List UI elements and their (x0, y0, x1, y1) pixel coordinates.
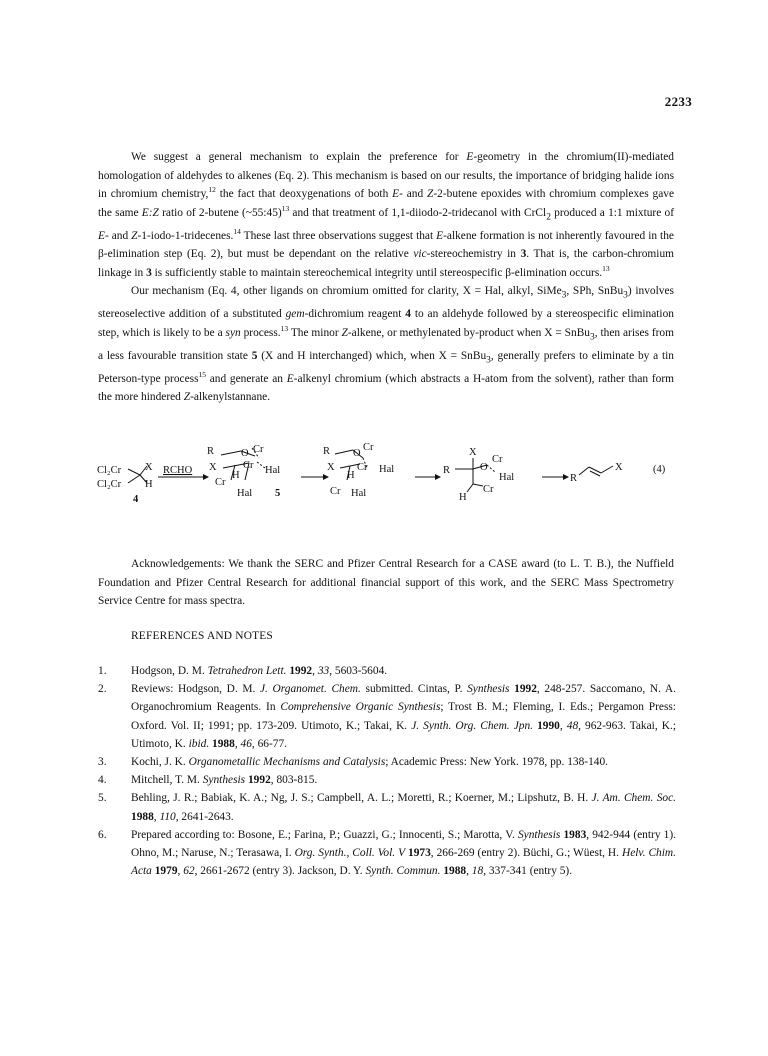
reference-text (131, 662, 676, 680)
paragraph-mechanism (98, 148, 674, 282)
text-run: These last three observations suggest that (240, 229, 437, 242)
text-run: Tetrahedron Lett. (207, 665, 287, 677)
text-run: 110 (159, 810, 176, 823)
text-run: Reviews: Hodgson, D. M. (131, 683, 260, 696)
text-run: Organometallic Mechanisms and Catalysis (188, 756, 386, 769)
text-run: 33 (317, 665, 330, 677)
text-run: Synthesis (202, 774, 246, 787)
text-run: 48 (566, 719, 579, 732)
product-x-label: X (615, 462, 623, 473)
int3-x-label: X (469, 447, 477, 458)
text-run: , 803-815. (270, 774, 318, 787)
ts-cr-mid-label: Cr (243, 460, 254, 471)
reference-item (98, 680, 676, 753)
reference-text (131, 826, 676, 881)
reference-text (131, 789, 676, 825)
text-run: The minor (288, 326, 342, 339)
text-run: , 337-341 (entry 5). (483, 865, 573, 878)
int2-h-label: H (347, 470, 355, 481)
text-run: E (436, 229, 444, 242)
int3-cr-bottom-label: Cr (483, 484, 494, 495)
int2-x-label: X (327, 462, 335, 473)
text-run: - and (104, 229, 132, 242)
text-run: 3 (623, 290, 628, 301)
text-run: - and (399, 188, 428, 201)
text-run: -alkenyl chromium (which abstracts a H-atom from the solvent), rather than form the more hindered (98, 372, 674, 404)
int2-r-label: R (323, 446, 331, 457)
int2-cr-mid-label: Cr (357, 462, 368, 473)
text-run: 3 (520, 248, 527, 261)
text-run: Kochi, J. K. (131, 756, 189, 769)
text-run: syn (225, 326, 241, 339)
reference-item (98, 662, 676, 680)
reaction-scheme-eq4 (95, 440, 685, 530)
scheme-drawing (95, 440, 685, 530)
reagent-top-label: Cl₂Cr (97, 465, 122, 476)
reference-item (98, 826, 676, 881)
text-run: ; Academic Press: New York. 1978, pp. 138-140. (385, 756, 609, 769)
body-text (98, 148, 674, 407)
text-run: process. (240, 326, 281, 339)
int3-cr-top-label: Cr (492, 454, 503, 465)
text-run: and that treatment of 1,1-diiodo-2-tridecanol with CrCl (289, 206, 547, 219)
text-run: , (559, 719, 567, 732)
text-run: , 2641-2643. (175, 810, 234, 823)
reference-item (98, 789, 676, 825)
reagent-h-label: H (145, 479, 153, 490)
page-number: 2233 (664, 94, 692, 109)
text-run: produced a 1:1 mixture of (550, 206, 675, 219)
text-run: 3 (486, 355, 491, 366)
rcho-label: RCHO (163, 465, 193, 476)
text-run: 3 (561, 290, 567, 301)
references-list (98, 662, 676, 880)
text-run: 1973 (408, 847, 431, 860)
equation-number: (4) (653, 464, 666, 475)
text-run: the fact that deoxygenations of both (215, 188, 393, 201)
reference-text (131, 680, 676, 753)
text-run: E (98, 229, 105, 242)
text-run: 1992 (247, 774, 271, 787)
text-run: , 248-257. Saccomano, N. A. Organochromium Reagents. In (131, 683, 676, 714)
reference-number: 6. (98, 828, 107, 841)
text-run: 13 (602, 264, 610, 274)
reagent-bottom-label: Cl₂Cr (97, 479, 122, 490)
text-run: is sufficiently stable to maintain stereochemical integrity until stereospecific β-elimination occurs. (151, 266, 603, 279)
text-run: Synthesis (467, 683, 510, 696)
text-run: , (177, 865, 184, 878)
text-run: Hodgson, D. M. (131, 665, 208, 677)
references-heading: REFERENCES AND NOTES (131, 630, 273, 642)
ts-cr-top-label: Cr (253, 444, 264, 455)
int2-hal-label: Hal (379, 464, 395, 475)
text-run: Synthesis (517, 828, 561, 841)
text-run: 18 (471, 865, 484, 878)
text-run: -1-iodo-1-tridecenes. (137, 229, 234, 242)
text-run: submitted. Cintas, P. (360, 683, 468, 696)
int3-h-label: H (459, 492, 467, 503)
text-run: 5 (251, 349, 258, 362)
text-run: ) involves stereoselective addition of a substituted (98, 285, 674, 321)
text-run: E (392, 188, 400, 201)
text-run: -stereochemistry in (426, 248, 521, 261)
text-run: 62 (183, 865, 195, 878)
text-run: . That is, the carbon-chromium linkage in (98, 248, 674, 279)
text-run: E (466, 151, 474, 163)
text-run: 4 (405, 308, 411, 321)
text-run: Behling, J. R.; Babiak, K. A.; Ng, J. S.; Campbell, A. L.; Moretti, R.; Koerner, M.; Lipshutz, B. H. (131, 792, 592, 805)
text-run: Org. Synth., Coll. Vol. V (294, 847, 406, 860)
compound-5-label: 5 (275, 488, 281, 499)
text-run: ratio of 2-butene (~55:45) (158, 206, 282, 219)
text-run: 1988 (212, 737, 235, 750)
text-run: , (153, 810, 160, 823)
reference-number: 5. (98, 792, 107, 805)
reagent-x-label: X (145, 462, 153, 473)
text-run: Z (341, 326, 348, 339)
text-run: -alkene formation is not inherently favoured in the β-elimination step (Eq. 2), but must be dependant on the relative (98, 229, 674, 261)
text-run: -dichromium reagent (304, 308, 406, 321)
text-run: 1988 (443, 865, 467, 878)
text-run: Comprehensive Organic Synthesis (280, 701, 441, 714)
text-run: 3 (590, 332, 595, 343)
text-run: E:Z (141, 206, 159, 219)
text-run: , generally prefers to eliminate by a tin Peterson-type process (98, 349, 674, 385)
reference-number: 3. (98, 756, 107, 769)
int3-r-label: R (443, 465, 451, 476)
text-run: 12 (208, 185, 216, 195)
int2-o-label: O (353, 448, 361, 459)
paragraph-our-mechanism (98, 282, 674, 406)
text-run: , SPh, SnBu (566, 285, 624, 298)
text-run: 1990 (537, 719, 560, 732)
reference-item (98, 771, 676, 789)
text-run: (X and H interchanged) which, when X = SnBu (257, 349, 487, 362)
text-run: 1992 (514, 683, 537, 696)
text-run: 3 (146, 266, 152, 279)
text-run: -geometry in the chromium(II)-mediated homologation of aldehydes to alkenes (Eq. 2). This mechanism is based on our results, the importance of bridging halide ions in chromium chemistry, (98, 151, 674, 201)
text-run: J. Synth. Org. Chem. Jpn. (411, 719, 533, 732)
text-run: 1983 (563, 828, 587, 841)
int3-o-label: O (480, 462, 488, 473)
text-run: , 266-269 (entry 2). Büchi, G.; Wüest, H. (430, 847, 622, 860)
text-run: 15 (198, 369, 207, 379)
text-run: Z (427, 188, 434, 201)
text-run: Our mechanism (Eq. 4, other ligands on chromium omitted for clarity, X = Hal, alkyl, SiMe (131, 285, 562, 298)
ts-x-label: X (209, 462, 217, 473)
reference-text (131, 753, 676, 771)
ts-cr-bottom-label: Cr (215, 477, 226, 488)
text-run: 1988 (131, 810, 154, 823)
text-run: vic (413, 248, 427, 261)
reference-text (131, 771, 676, 789)
text-run: , 2661-2672 (entry 3). Jackson, D. Y. (194, 865, 366, 878)
text-run: 14 (233, 226, 241, 236)
ts-hal-bottom-label: Hal (237, 488, 253, 499)
text-run: Z (131, 229, 138, 242)
ts-r-label: R (207, 446, 215, 457)
text-run: 2 (546, 212, 551, 223)
text-run: and generate an (206, 372, 287, 385)
text-run: Z (183, 391, 191, 404)
text-run: -2-butene epoxides with chromium complexes gave the same (98, 188, 675, 219)
text-run: , 962-963. Takai, K.; Utimoto, K. (131, 719, 676, 750)
product-r-label: R (570, 473, 578, 484)
reference-number: 1. (98, 665, 107, 677)
text-run: , 5603-5604. (329, 665, 388, 677)
int2-hal-bottom-label: Hal (351, 488, 367, 499)
text-run: E (286, 372, 294, 385)
text-run: , (312, 665, 318, 677)
text-run: 13 (280, 324, 289, 334)
acknowledgements-text: Acknowledgements: We thank the SERC and Pfizer Central Research for a CASE award (to L. T. B.), the Nuffield Foundation and Pfizer Central Research for additional financial support of this work, and the SERC Mass Spectrometry Service Centre for mass spectra. (98, 558, 674, 608)
acknowledgements (98, 555, 674, 611)
text-run: 1979 (154, 865, 178, 878)
text-run: to an aldehyde followed by a stereospecific elimination step, which is likely to be a (98, 308, 674, 339)
int2-cr-top-label: Cr (363, 442, 374, 453)
text-run: Helv. Chim. Acta (131, 847, 676, 878)
text-run: Synth. Commun. (365, 865, 441, 878)
int2-cr-bottom-label: Cr (330, 486, 341, 497)
ts-o-label: O (241, 448, 249, 459)
text-run: 13 (281, 203, 290, 213)
text-run: We suggest a general mechanism to explain the preference for (131, 151, 467, 163)
text-run: , 942-944 (entry 1). Ohno, M.; Naruse, N.; Terasawa, I. (131, 828, 676, 860)
text-run: gem (285, 308, 305, 321)
reference-item (98, 753, 676, 771)
text-run: ibid. (188, 737, 210, 750)
text-run: -alkenylstannane. (190, 391, 271, 404)
text-run: Mitchell, T. M. (131, 774, 203, 787)
text-run: , then arises from a less favourable transition state (98, 326, 674, 362)
text-run: J. Am. Chem. Soc. (591, 792, 676, 805)
int3-hal-label: Hal (499, 472, 515, 483)
reference-number: 4. (98, 774, 107, 787)
text-run: 1992 (289, 665, 313, 677)
text-run: -alkene, or methylenated by-product when X = SnBu (347, 326, 590, 339)
ts-h-label: H (232, 470, 240, 481)
text-run: Prepared according to: Bosone, E.; Farina, P.; Guazzi, G.; Innocenti, S.; Marotta, V. (131, 828, 518, 841)
text-run: , 66-77. (251, 737, 288, 750)
text-run: J. Organomet. Chem. (259, 683, 361, 696)
reference-number: 2. (98, 683, 107, 696)
text-run: , (466, 865, 472, 878)
text-run: 46 (240, 737, 252, 750)
compound-4-label: 4 (133, 494, 139, 505)
text-run: , (234, 737, 241, 750)
ts-hal-label: Hal (265, 465, 281, 476)
text-run: ; Trost B. M.; Fleming, I. Eds.; Pergamon Press: Oxford. Vol. II; 1991; pp. 173-209. Utimoto, K.; Takai, K. (131, 701, 676, 732)
